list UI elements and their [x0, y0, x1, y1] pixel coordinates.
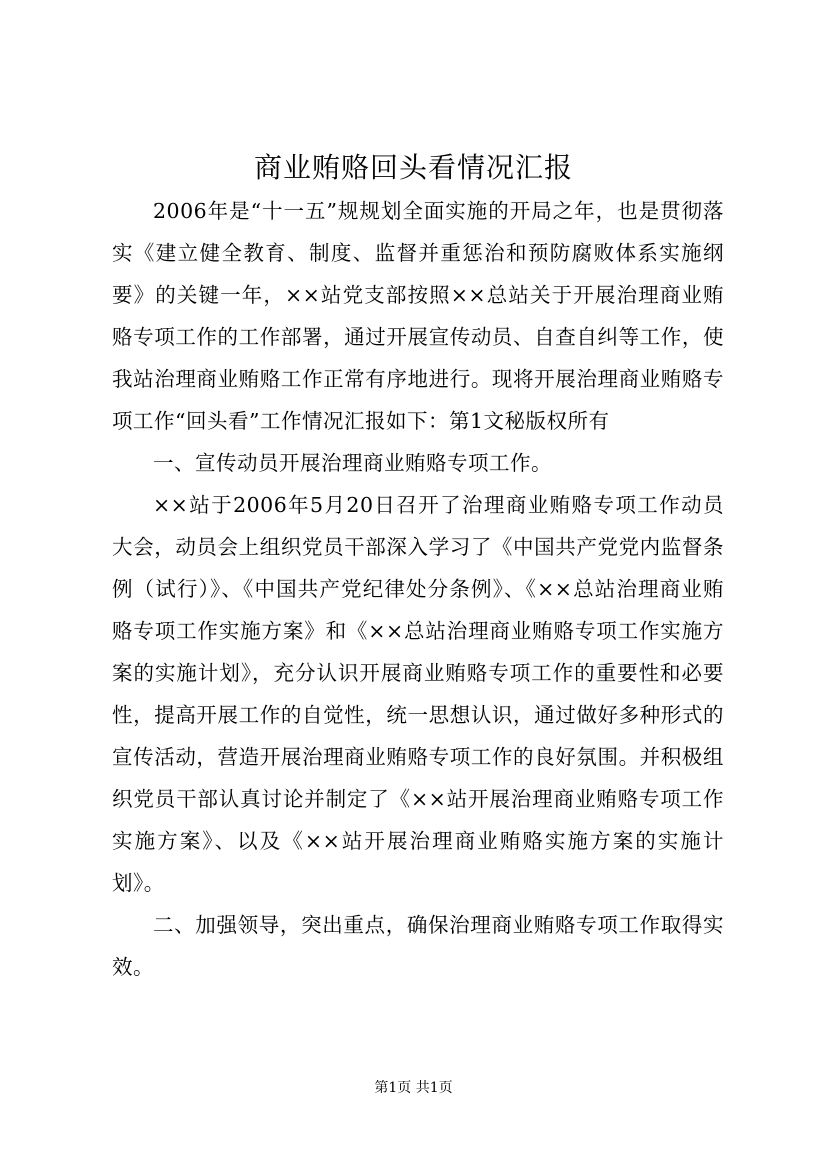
document-body	[112, 190, 724, 988]
document-title: 商业贿赂回头看情况汇报	[253, 151, 573, 184]
paragraph-section-1-body: ××站于2006年5月20日召开了治理商业贿赂专项工作动员大会，动员会上组织党员干部深入学习了《中国共产党党内监督条例（试行）》、《中国共产党纪律处分条例》、《××总站治理商业贿赂专项工作实施方案》和《××总站治理商业贿赂专项工作实施方案的实施计划》，充分认识开展商业贿赂专项工作的重要性和必要性，提高开展工作的自觉性，统一思想认识，通过做好多种形式的宣传活动，营造开展治理商业贿赂专项工作的良好氛围。并积极组织党员干部认真讨论并制定了《××站开展治理商业贿赂专项工作实施方案》、以及《××站开展治理商业贿赂实施方案的实施计划》。	[112, 493, 724, 895]
paragraph-intro: 2006年是“十一五”规规划全面实施的开局之年，也是贯彻落实《建立健全教育、制度、监督并重惩治和预防腐败体系实施纲要》的关键一年，××站党支部按照××总站关于开展治理商业贿赂专项工作的工作部署，通过开展宣传动员、自查自纠等工作，使我站治理商业贿赂工作正常有序地进行。现将开展治理商业贿赂专项工作“回头看”工作情况汇报如下：第1文秘版权所有	[112, 199, 724, 433]
page-footer: 第1页 共1页	[374, 1080, 453, 1096]
paragraph-section-2-heading: 二、加强领导，突出重点，确保治理商业贿赂专项工作取得实效。	[112, 913, 724, 979]
paragraph-section-1-heading: 一、宣传动员开展治理商业贿赂专项工作。	[153, 451, 552, 475]
